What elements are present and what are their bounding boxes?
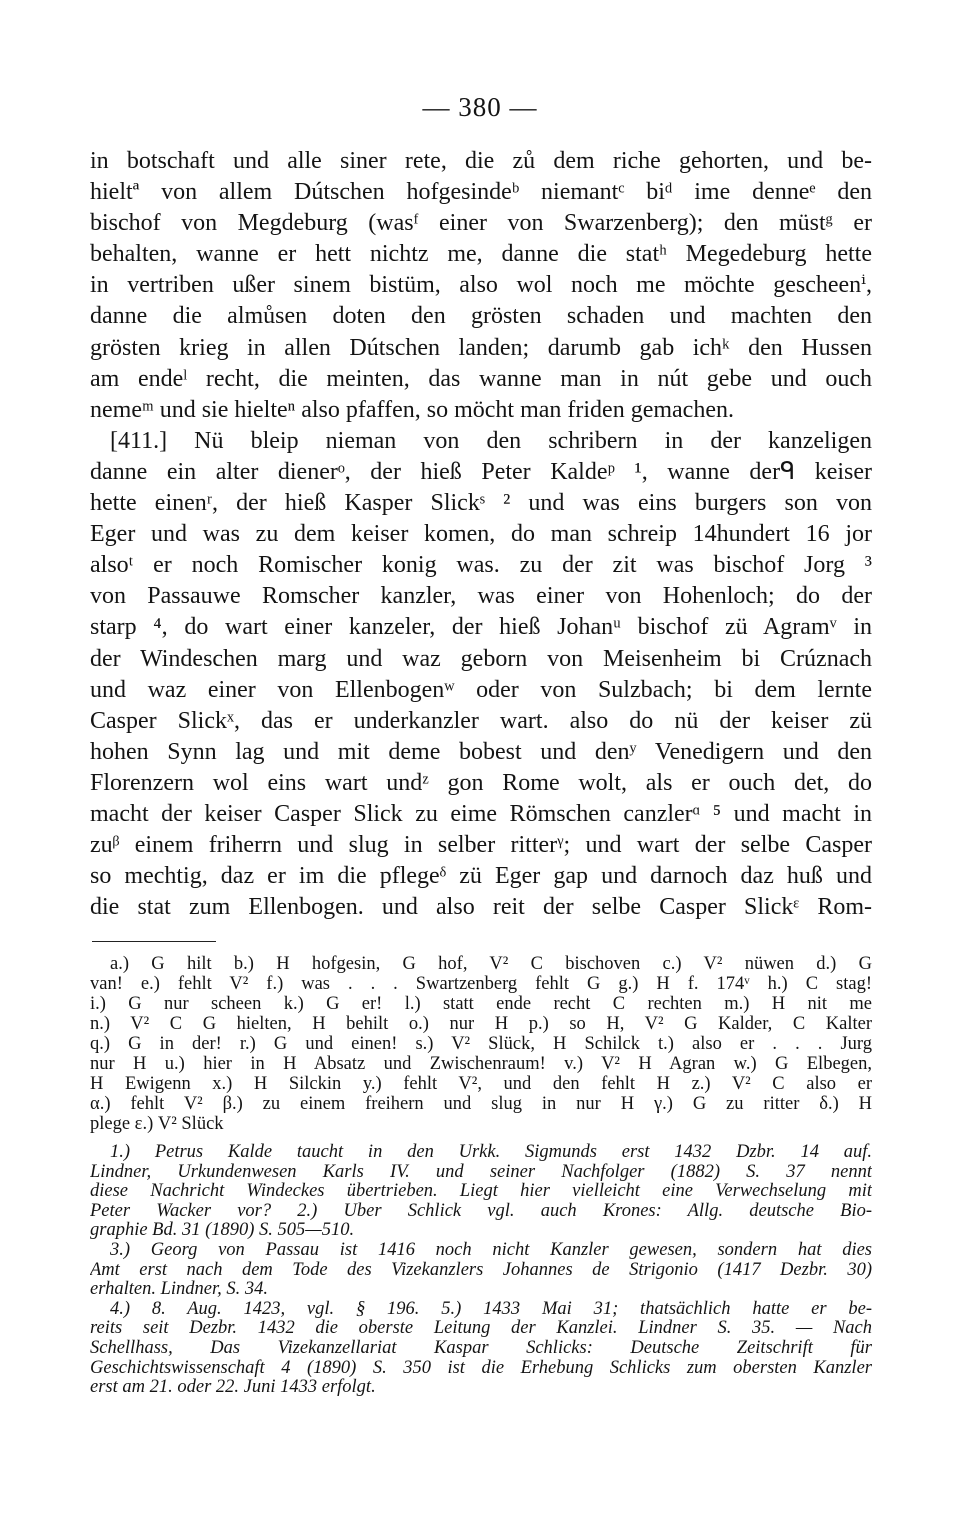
- text-line: Eger und was zu dem keiser komen, do man schreip 14hundert 16 jor: [90, 521, 872, 548]
- note-line: graphie Bd. 31 (1890) S. 505—510.: [90, 1221, 355, 1241]
- text-line: nemeᵐ und sie hielteⁿ also pfaffen, so möcht man friden gemachen.: [90, 396, 734, 423]
- note-line: erhalten. Lindner, S. 34.: [90, 1280, 268, 1300]
- text-line: danne die almůsen doten den grösten schaden und machten den: [90, 303, 872, 330]
- text-line: und waz einer von Ellenbogenʷ oder von Sulzbach; bi dem lernte: [90, 676, 872, 703]
- text-line: Casper Slickˣ, das er underkanzler wart. also do nü der keiser zü: [90, 707, 872, 734]
- text-line: Florenzern wol eins wart undᶻ gon Rome wolt, als er ouch det, do: [90, 769, 872, 796]
- variant-line: a.) G hilt b.) H hofgesin, G hof, V² C bischoven c.) V² nüwen d.) G: [110, 955, 872, 974]
- variant-apparatus: [90, 955, 872, 1134]
- text-line: hette einenʳ, der hieß Kasper Slickˢ ² und was eins burgers son von: [90, 490, 872, 517]
- text-line: hohen Synn lag und mit deme bobest und denʸ Venedigern und den: [90, 738, 872, 765]
- text-line: der Windeschen marg und waz geborn von Meisenheim bi Crúznach: [90, 645, 872, 672]
- variant-line: van! e.) fehlt V² f.) was . . . Swartzenberg fehlt G g.) H f. 174ᵛ h.) C stag!: [90, 974, 872, 994]
- text-line: von Passauwe Romscher kanzler, was einer von Hohenloch; do der: [90, 583, 872, 610]
- text-line: macht der keiser Casper Slick zu eime Römschen canzlerᵅ ⁵ und macht in: [90, 800, 872, 827]
- note-line: Peter Wacker vor? 2.) Über Schlick vgl. auch Krones: Allg. deutsche Bio-: [90, 1201, 872, 1221]
- text-line: in vertriben ußer sinem bistüm, also wol noch me möchte gescheenⁱ,: [90, 272, 872, 299]
- note-line: reits seit Dezbr. 1432 die oberste Leitung der Kanzlei. Lindner S. 35. — Nach: [90, 1319, 872, 1339]
- note-line: Amt erst nach dem Tode des Vizekanzlers Johannes de Strigonio (1417 Dezbr. 30): [90, 1260, 872, 1280]
- variant-line: nur H u.) hier in H Absatz und Zwischenraum! v.) V² H Agran w.) G Elbegen,: [90, 1054, 872, 1074]
- page-number: — 380 —: [422, 92, 538, 122]
- variant-line: H Ewigenn x.) H Silckin y.) fehlt V², und den fehlt H z.) V² C also er: [90, 1074, 872, 1094]
- text-line: die stat zum Ellenbogen. und also reit der selbe Casper Slickᵋ Rom-: [90, 894, 872, 921]
- note-line: Schellhass, Das Vizekanzellariat Kaspar Schlicks: Deutsche Zeitschrift für: [90, 1338, 872, 1358]
- text-line: [411.] Nü bleip nieman von den schribern in der kanzeligen: [110, 427, 872, 454]
- text-line: danne ein alter dienerᵒ, der hieß Peter Kaldeᵖ ¹, wanne derᑫ keiser: [90, 458, 872, 485]
- text-line: hieltª von allem Dútschen hofgesindeᵇ niemantᶜ biᵈ ime denneᵉ den: [90, 179, 872, 206]
- text-line: behalten, wanne er hett nichtz me, danne die statʰ Megedeburg hette: [90, 241, 872, 268]
- text-line: alsoᵗ er noch Romischer konig was. zu der zit was bischof Jorg ³: [90, 552, 872, 579]
- text-line: so mechtig, daz er im die pflegeᵟ zü Eger gap und darnoch daz huß und: [90, 863, 872, 890]
- text-line: zuᵝ einem friherrn und slug in selber ritterᵞ; und wart der selbe Casper: [90, 832, 872, 859]
- text-line: starp ⁴, do wart einer kanzeler, der hieß Johanᵘ bischof zü Agramᵛ in: [90, 614, 872, 641]
- text-line: bischof von Megdeburg (wasᶠ einer von Swarzenberg); den müstᵍ er: [90, 210, 872, 237]
- text-line: am endeˡ recht, die meinten, das wanne man in nút gebe und ouch: [90, 365, 872, 392]
- text-line: in botschaft und alle siner rete, die zů dem riche gehorten, und be-: [90, 148, 872, 174]
- note-line: 3.) Georg von Passau ist 1416 noch nicht Kanzler gewesen, sondern hat dies: [110, 1240, 872, 1260]
- note-line: 4.) 8. Aug. 1423, vgl. § 196. 5.) 1433 Mai 31; thatsächlich hatte er be-: [110, 1299, 872, 1319]
- variant-line: i.) G nur scheen k.) G er! l.) statt ende recht C rechten m.) H nit me: [90, 994, 872, 1014]
- historical-notes: [90, 1143, 872, 1398]
- note-line: erst am 21. oder 22. Juni 1433 erfolgt.: [90, 1378, 376, 1398]
- note-line: diese Nachricht Windeckes übertrieben. Liegt hier vielleicht eine Verwechselung mit: [90, 1182, 872, 1202]
- note-line: Lindner, Urkundenwesen Karls IV. und seiner Nachfolger (1882) S. 37 nennt: [90, 1162, 872, 1182]
- note-line: 1.) Petrus Kalde taucht in den Urkk. Sigmunds erst 1432 Dzbr. 14 auf.: [110, 1143, 872, 1162]
- variant-line: α.) fehlt V² β.) zu einem freihern und slug in nur H γ.) G zu ritter δ.) H: [90, 1094, 872, 1114]
- note-line: Geschichtswissenschaft 4 (1890) S. 350 ist die Erhebung Schlicks zum obersten Kanzler: [90, 1358, 872, 1378]
- text-line: grösten krieg in allen Dútschen landen; darumb gab ichᵏ den Hussen: [90, 334, 872, 361]
- variant-line: plege ε.) V² Slück: [90, 1114, 224, 1134]
- variant-line: n.) V² C G hielten, H behilt o.) nur H p.) so H, V² G Kalder, C Kalter: [90, 1014, 872, 1034]
- footnote-divider: [92, 941, 216, 942]
- main-text: [90, 146, 872, 923]
- variant-line: q.) G in der! r.) G und einen! s.) V² Slück, H Schilck t.) also er . . . Jurg: [90, 1034, 872, 1054]
